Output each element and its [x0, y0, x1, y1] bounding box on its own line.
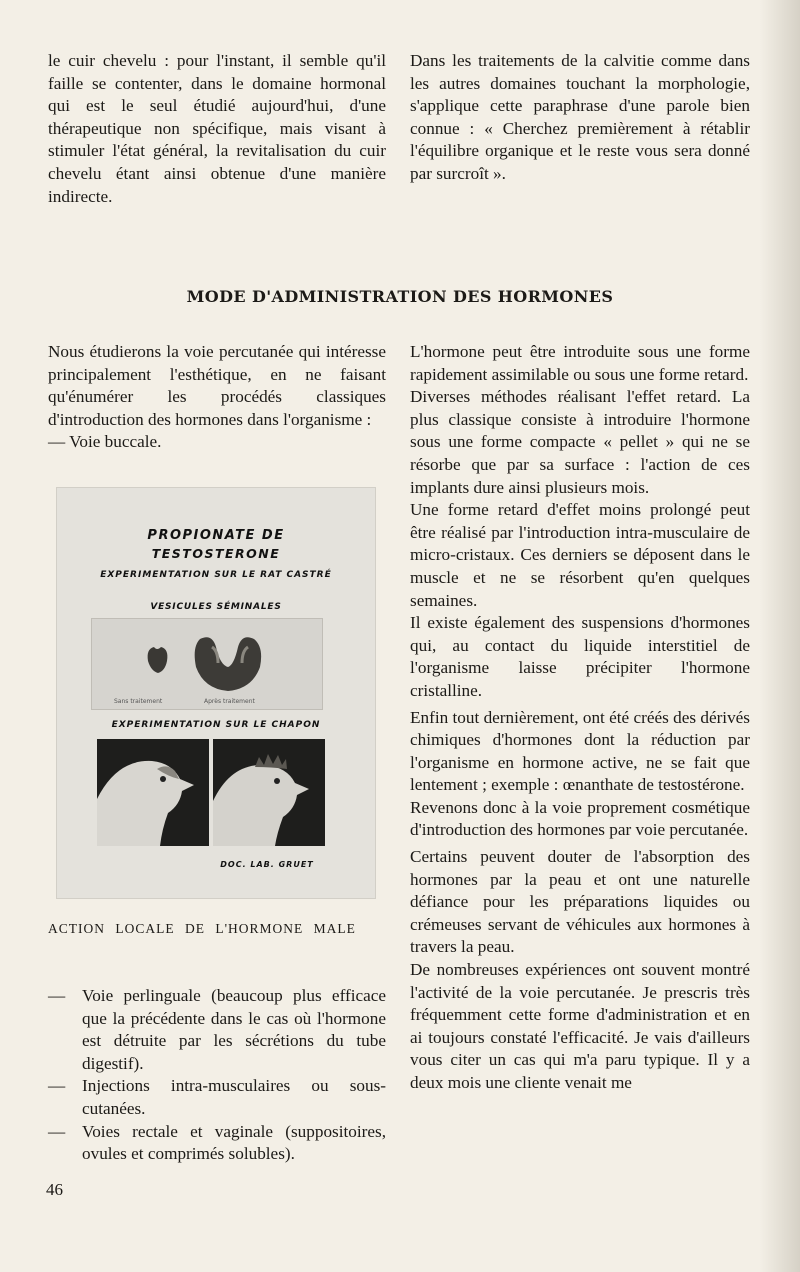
paragraph: le cuir chevelu : pour l'instant, il semble qu'il faille se contenter, dans le domaine hormonal qui est le seul étudié aujourd'hui, d'une thérapeutique non spécifique, mais visant à stimuler l'état général, la revitalisation du cuir chevelu étant ainsi obtenue d'une manière indirecte.	[48, 51, 386, 206]
paragraph: Dans les traitements de la calvitie comme dans les autres domaines touchant la morphologie, s'applique cette paraphrase d'une parole bien connue : « Cherchez premièrement à rétablir l'équilibre organique et le reste vous sera donné par surcroît ».	[410, 51, 750, 183]
paragraph: Enfin tout dernièrement, ont été créés des dérivés chimiques d'hormones dont la réduction par l'organisme en hormone active, ne se fait que lentement ; exemple : œnanthate de testostérone.	[410, 707, 750, 795]
figure-label-vesicules: VESICULES SÉMINALES	[150, 602, 282, 612]
paragraph: Certains peuvent douter de l'absorption des hormones par la peau et ont une naturelle défiance pour les préparations liquides ou crémeuses servant de véhicules aux hormones à travers la peau.	[410, 847, 750, 957]
administration-list	[48, 985, 386, 1166]
list-item-text: Voie perlinguale (beaucoup plus efficace que la précédente dans le cas où l'hormone est détruite par les sécrétions du tube digestif).	[82, 986, 386, 1073]
list-item	[48, 1075, 386, 1120]
figure-caption: ACTION LOCALE DE L'HORMONE MALE	[48, 921, 356, 936]
page-edge-shadow	[760, 0, 800, 1272]
list-dash: —	[48, 1121, 66, 1141]
figure-subtitle-rat: EXPERIMENTATION SUR LE RAT CASTRÉ	[100, 570, 332, 580]
paragraph: De nombreuses expériences ont souvent montré l'activité de la voie percutanée. Je prescris très fréquemment cette forme d'administration et en ai toujours constaté l'efficacité. Je vais d'ailleurs vous citer un cas qui m'a paru typique. Il y a deux mois une cliente venait me	[410, 960, 750, 1092]
list-dash: —	[48, 986, 66, 1005]
paragraph: L'hormone peut être introduite sous une forme rapidement assimilable ou sous une forme retard.	[410, 342, 750, 384]
figure-hormone-experiment	[56, 487, 376, 899]
figure-title-line-1: PROPIONATE DE	[147, 528, 285, 543]
capon-photo-right	[213, 739, 325, 846]
organ-photo-image	[92, 619, 322, 709]
figure-credit: DOC. LAB. GRUET	[220, 860, 314, 869]
paragraph-intro: Nous étudierons la voie percutanée qui intéresse principalement l'esthétique, en ne faisant qu'énumérer les procédés classiques d'introduction des hormones dans l'organisme :	[48, 342, 386, 429]
list-item	[48, 985, 386, 1075]
list-item-voie-buccale: — Voie buccale.	[48, 432, 162, 452]
paragraph: Revenons donc à la voie proprement cosmétique d'introduction des hormones par voie percutanée.	[410, 797, 750, 840]
figure-title-line-2: TESTOSTERONE	[151, 546, 281, 561]
section-heading: MODE D'ADMINISTRATION DES HORMONES	[186, 287, 614, 306]
page-number: 46	[46, 1180, 63, 1199]
paragraph: Une forme retard d'effet moins prolongé peut être réalisé par l'introduction intra-musculaire de micro-cristaux. Ces derniers se déposent dans le muscle et ne se résorbent qu'en quelques semaines.	[410, 500, 750, 610]
lower-right-column	[410, 341, 750, 1095]
organ-photo-panel	[91, 618, 323, 710]
paragraph: Il existe également des suspensions d'hormones qui, au contact du liquide interstitiel de l'organisme laisse précipiter l'hormone cristalline.	[410, 613, 750, 700]
paragraph: Diverses méthodes réalisant l'effet retard. La plus classique consiste à introduire l'hormone sous une forme compacte « pellet » qui ne se résorbe que par sa surface : l'action de ces implants dure ainsi plusieurs mois.	[410, 387, 750, 497]
top-left-column	[48, 50, 386, 208]
capon-photo-left	[97, 739, 209, 846]
figure-subtitle-chapon: EXPERIMENTATION SUR LE CHAPON	[111, 720, 321, 730]
list-item-text: Voies rectale et vaginale (suppositoires, ovules et comprimés solubles).	[82, 1121, 386, 1164]
list-item	[48, 1121, 386, 1166]
capon-head-image	[97, 739, 209, 846]
capon-head-image	[213, 739, 325, 846]
lower-left-column	[48, 341, 386, 454]
top-right-column	[410, 50, 750, 186]
list-item-text: Injections intra-musculaires ou sous-cutanées.	[82, 1076, 386, 1118]
organ-label-left: Sans traitement	[114, 698, 163, 705]
organ-label-right: Après traitement	[204, 698, 255, 705]
list-dash: —	[48, 1076, 66, 1096]
